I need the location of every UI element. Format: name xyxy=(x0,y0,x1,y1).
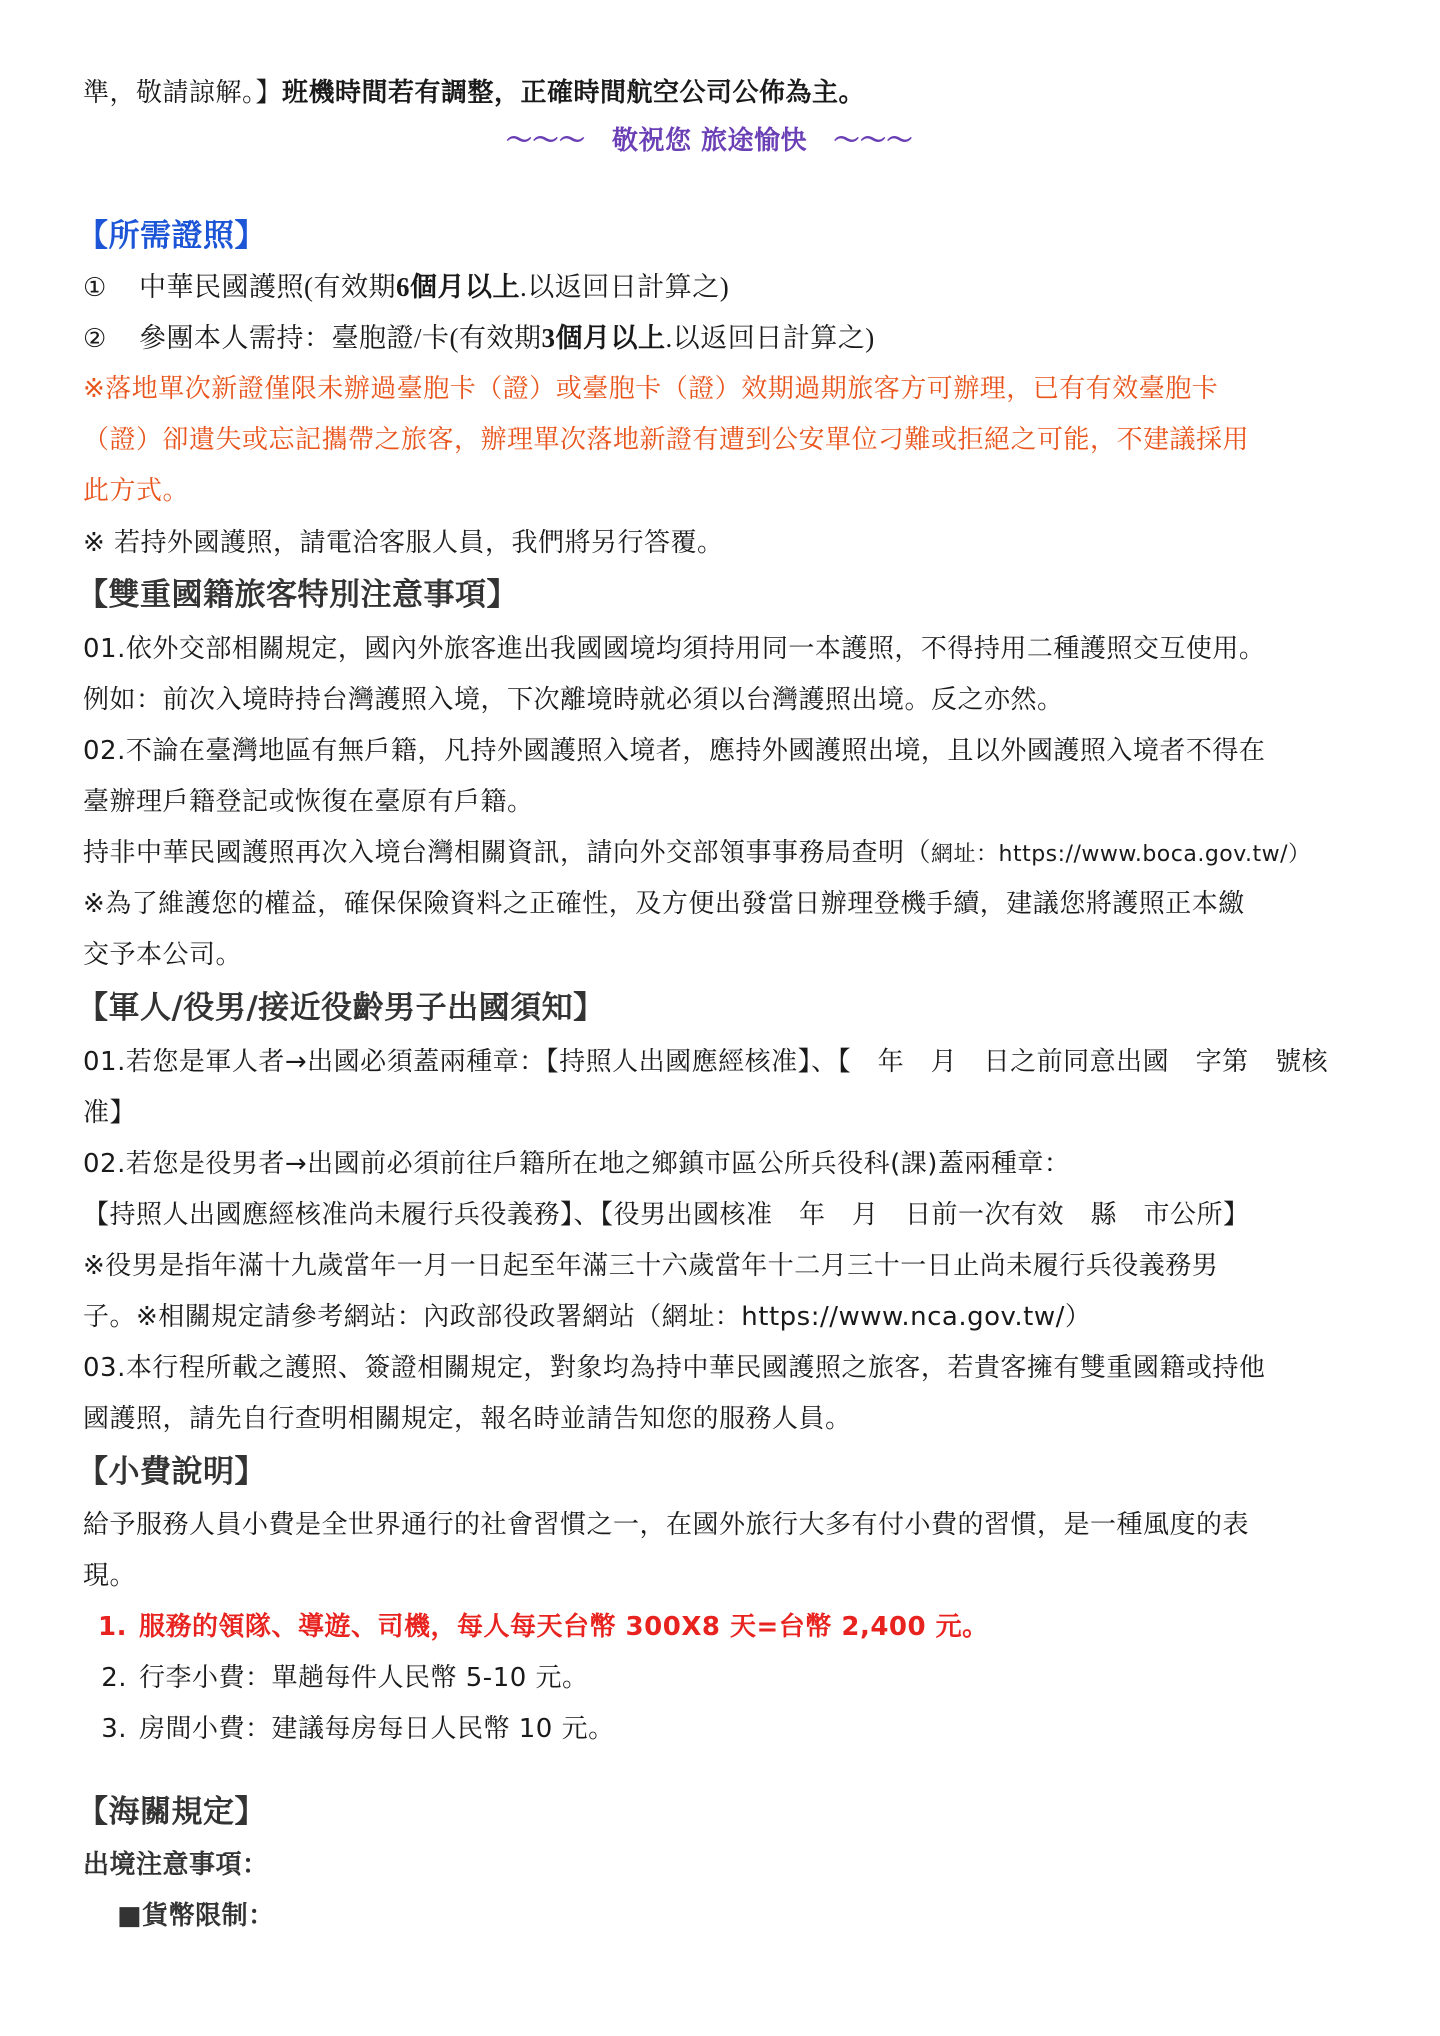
military-p1-line-2: 准】 xyxy=(83,1098,137,1128)
customs-exit-heading: 出境注意事項： xyxy=(83,1850,269,1880)
military-p3-line-1: ※役男是指年滿十九歲當年一月一日起至年滿三十六歲當年十二月三十一日止尚未履行兵役義務男 xyxy=(83,1251,1219,1281)
customs-title: 【海關規定】 xyxy=(77,1794,266,1830)
docs-warning-line-3: 此方式。 xyxy=(83,476,190,506)
docs-item-2-marker: ② xyxy=(83,324,107,354)
docs-warning-line-2: （證）卻遺失或忘記攜帶之旅客，辦理單次落地新證有遭到公安單位刁難或拒絕之可能，不建議採用 xyxy=(83,425,1250,455)
tips-intro-line-2: 現。 xyxy=(83,1561,137,1591)
military-p3-line-2: 子。※相關規定請參考網站：內政部役政署網站（網址：https://www.nca.gov.tw/） xyxy=(83,1302,1092,1332)
customs-currency-heading: ■貨幣限制： xyxy=(117,1901,275,1931)
docs-item-1-marker: ① xyxy=(83,273,107,303)
dual-p2-line-2: 臺辦理戶籍登記或恢復在臺原有戶籍。 xyxy=(83,787,534,817)
docs-title: 【所需證照】 xyxy=(77,218,266,254)
greeting: ～～～ 敬祝您 旅途愉快 ～～～ xyxy=(506,126,914,156)
docs-warning-line-1: ※落地單次新證僅限未辦過臺胞卡（證）或臺胞卡（證）效期過期旅客方可辦理，已有有效臺胞卡 xyxy=(83,374,1219,404)
tips-item-1: 1. 服務的領隊、導遊、司機，每人每天台幣 300X8 天=台幣 2,400 元。 xyxy=(98,1612,989,1642)
top-line-part1: 準，敬請諒解。】 xyxy=(83,78,283,108)
tips-intro-line-1: 給予服務人員小費是全世界通行的社會習慣之一，在國外旅行大多有付小費的習慣，是一種風度的表 xyxy=(83,1510,1250,1540)
boca-url: 網址：https://www.boca.gov.tw/） xyxy=(931,842,1311,867)
dual-p4-line-1: ※為了維護您的權益，確保保險資料之正確性，及方便出發當日辦理登機手續，建議您將護照正本繳 xyxy=(83,889,1245,919)
military-p1-line-1: 01.若您是軍人者→出國必須蓋兩種章：【持照人出國應經核准】、【 年 月 日之前同意出國 字第 號核 xyxy=(83,1047,1329,1077)
dual-p1-line-2: 例如：前次入境時持台灣護照入境，下次離境時就必須以台灣護照出境。反之亦然。 xyxy=(83,685,1064,715)
docs-foreign-note: ※ 若持外國護照，請電洽客服人員，我們將另行答覆。 xyxy=(83,528,724,558)
dual-p3: 持非中華民國護照再次入境台灣相關資訊，請向外交部領事事務局查明（網址：https://www.boca.gov.tw/） xyxy=(83,838,1311,868)
dual-p1-line-1: 01.依外交部相關規定，國內外旅客進出我國國境均須持用同一本護照，不得持用二種護照交互使用。 xyxy=(83,634,1266,664)
docs-item-2: ② 參團本人需持：臺胞證/卡(有效期3個月以上.以返回日計算之) xyxy=(83,323,875,354)
tips-item-3: 3. 房間小費：建議每房每日人民幣 10 元。 xyxy=(101,1714,615,1744)
military-p2-line-2: 【持照人出國應經核准尚未履行兵役義務】、【役男出國核准 年 月 日前一次有效 縣 市公所】 xyxy=(83,1200,1250,1230)
dual-title: 【雙重國籍旅客特別注意事項】 xyxy=(77,577,518,613)
docs-item-1: ① 中華民國護照(有效期6個月以上.以返回日計算之) xyxy=(83,272,730,303)
military-title: 【軍人/役男/接近役齡男子出國須知】 xyxy=(77,990,605,1026)
military-p2-line-1: 02.若您是役男者→出國前必須前往戶籍所在地之鄉鎮市區公所兵役科(課)蓋兩種章： xyxy=(83,1149,1071,1179)
military-p4-line-2: 國護照，請先自行查明相關規定，報名時並請告知您的服務人員。 xyxy=(83,1404,852,1434)
top-line xyxy=(83,76,865,110)
tips-item-2: 2. 行李小費：單趟每件人民幣 5-10 元。 xyxy=(101,1663,589,1693)
dual-p2-line-1: 02.不論在臺灣地區有無戶籍，凡持外國護照入境者，應持外國護照出境，且以外國護照入境者不得在 xyxy=(83,736,1266,766)
tips-title: 【小費說明】 xyxy=(77,1454,266,1490)
top-line-part2: 班機時間若有調整，正確時間航空公司公佈為主。 xyxy=(282,78,866,108)
dual-p4-line-2: 交予本公司。 xyxy=(83,940,243,970)
military-p4-line-1: 03.本行程所載之護照、簽證相關規定，對象均為持中華民國護照之旅客，若貴客擁有雙重國籍或持他 xyxy=(83,1353,1266,1383)
